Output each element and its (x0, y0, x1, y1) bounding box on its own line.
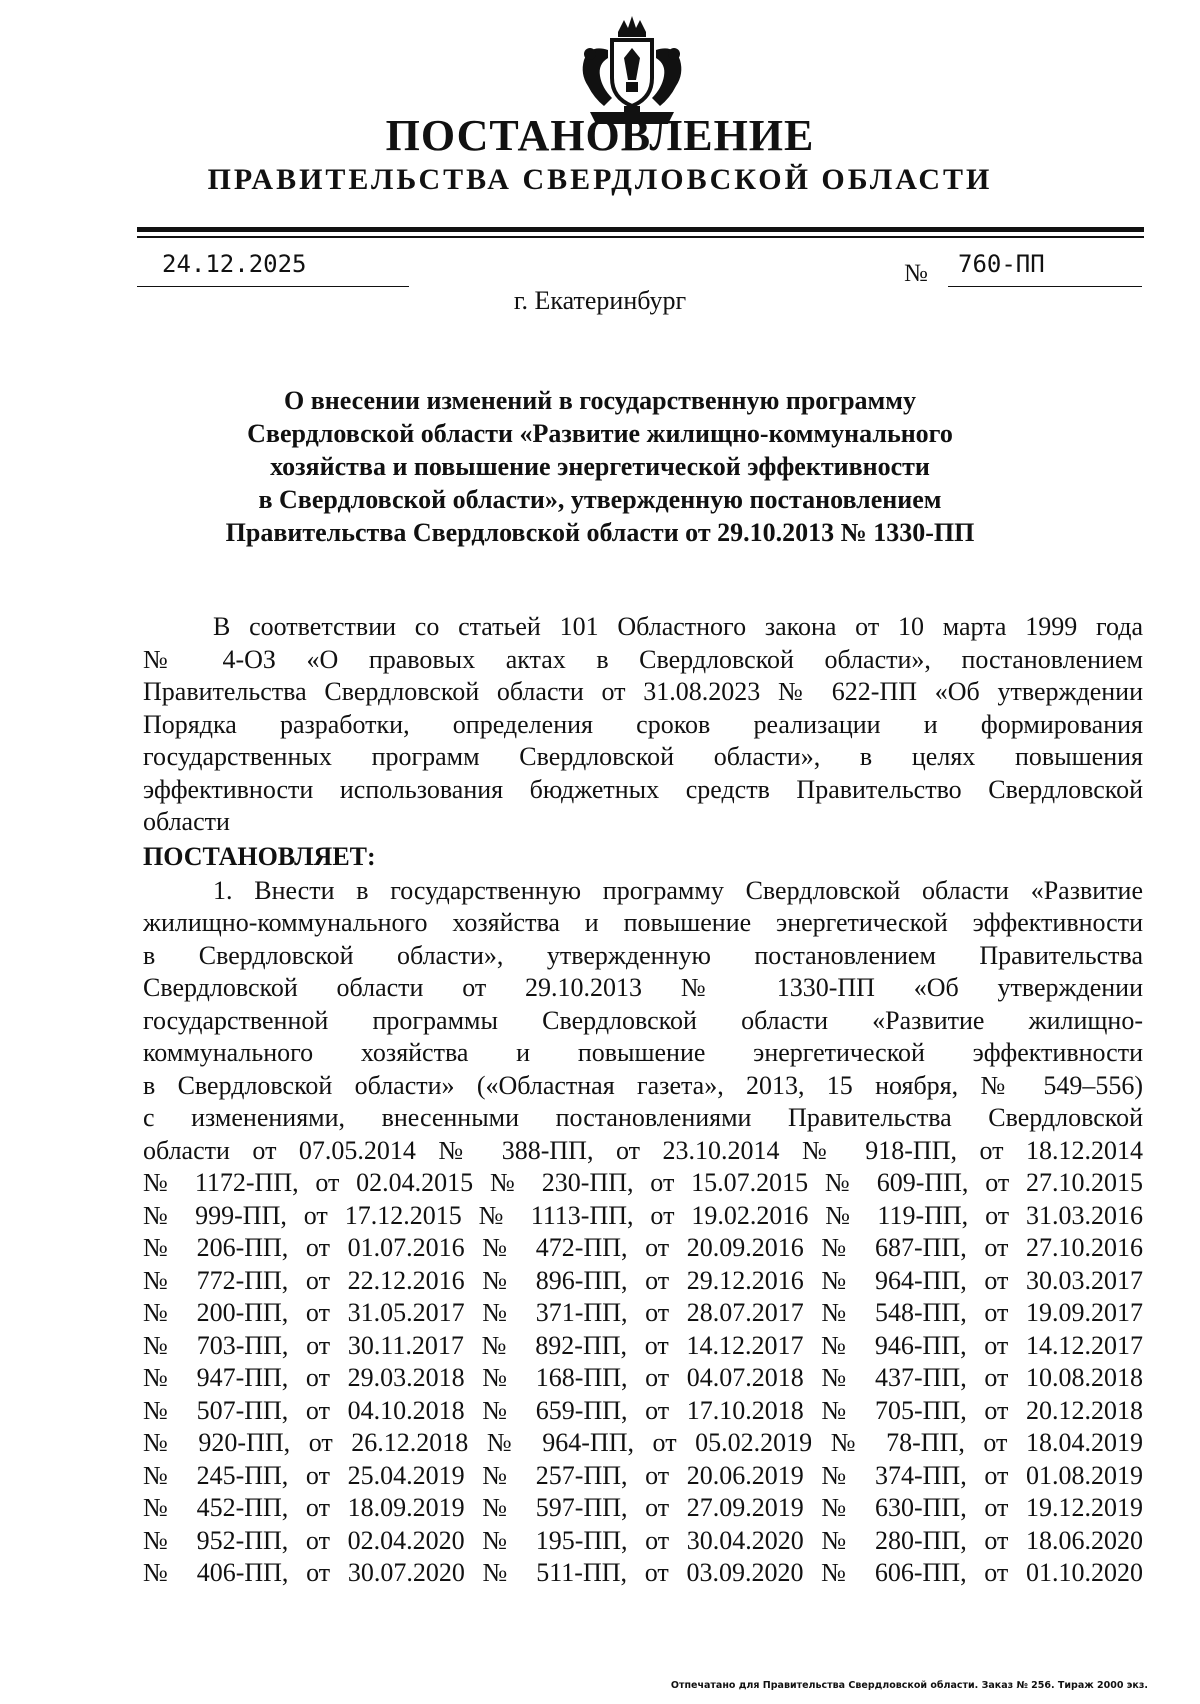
item-line: коммунального хозяйства и повышение энергетической эффективности (143, 1038, 1143, 1067)
item-line: № 206-ПП, от 01.07.2016 № 472-ПП, от 20.09.2016 № 687-ПП, от 27.10.2016 (143, 1233, 1143, 1262)
preamble-line: В соответствии со статьей 101 Областного закона от 10 марта 1999 года (213, 612, 1143, 641)
item-line: жилищно-коммунального хозяйства и повышение энергетической эффективности (143, 908, 1143, 937)
subject-line: в Свердловской области», утвержденную постановлением (258, 485, 942, 514)
preamble-line: эффективности использования бюджетных средств Правительство Свердловской (143, 774, 1143, 804)
item-line: № 507-ПП, от 04.10.2018 № 659-ПП, от 17.10.2018 № 705-ПП, от 20.12.2018 (143, 1395, 1143, 1425)
issuer-title: ПРАВИТЕЛЬСТВА СВЕРДЛОВСКОЙ ОБЛАСТИ (207, 163, 993, 196)
item-line: № 406-ПП, от 30.07.2020 № 511-ПП, от 03.09.2020 № 606-ПП, от 01.10.2020 (143, 1558, 1143, 1587)
item-line: Свердловской области от 29.10.2013 № 1330-ПП «Об утверждении (143, 973, 1143, 1002)
city: г. Екатеринбург (513, 286, 687, 315)
header-rule-thin (137, 236, 1144, 238)
item-1 (143, 875, 1143, 1590)
item-line: в Свердловской области» («Областная газета», 2013, 15 ноября, № 549–556) (143, 1070, 1143, 1100)
date-field (137, 250, 409, 287)
item-line: № 200-ПП, от 31.05.2017 № 371-ПП, от 28.07.2017 № 548-ПП, от 19.09.2017 (143, 1298, 1143, 1327)
subject-line: Правительства Свердловской области от 29.10.2013 № 1330-ПП (225, 518, 975, 547)
header-rule-thick (137, 227, 1144, 232)
preamble-line: Правительства Свердловской области от 31.08.2023 № 622-ПП «Об утверждении (143, 677, 1143, 706)
subject-line: О внесении изменений в государственную программу (284, 386, 916, 415)
document-date: 24.12.2025 (162, 250, 307, 278)
subject-line: хозяйства и повышение энергетической эффективности (270, 452, 930, 481)
item-line: № 772-ПП, от 22.12.2016 № 896-ПП, от 29.12.2016 № 964-ПП, от 30.03.2017 (143, 1265, 1143, 1295)
item-line: № 1172-ПП, от 02.04.2015 № 230-ПП, от 15.07.2015 № 609-ПП, от 27.10.2015 (143, 1168, 1143, 1197)
item-line: государственной программы Свердловской области «Развитие жилищно- (143, 1005, 1143, 1035)
document-number: 760-ПП (958, 250, 1045, 278)
item-line: № 245-ПП, от 25.04.2019 № 257-ПП, от 20.06.2019 № 374-ПП, от 01.08.2019 (143, 1460, 1143, 1490)
preamble (143, 611, 1143, 839)
number-field (948, 250, 1142, 287)
item-line: № 920-ПП, от 26.12.2018 № 964-ПП, от 05.02.2019 № 78-ПП, от 18.04.2019 (143, 1428, 1143, 1457)
item-line: № 452-ПП, от 18.09.2019 № 597-ПП, от 27.09.2019 № 630-ПП, от 19.12.2019 (143, 1493, 1143, 1522)
document-body (143, 611, 1143, 1590)
preamble-line: области (143, 807, 230, 836)
item-line: с изменениями, внесенными постановлениями Правительства Свердловской (143, 1103, 1143, 1132)
item-line: № 952-ПП, от 02.04.2020 № 195-ПП, от 30.04.2020 № 280-ПП, от 18.06.2020 (143, 1525, 1143, 1555)
number-sign: № (904, 260, 928, 287)
preamble-line: Порядка разработки, определения сроков реализации и формирования (143, 709, 1143, 739)
resolves-heading: ПОСТАНОВЛЯЕТ: (143, 841, 376, 871)
document-type-title: ПОСТАНОВЛЕНИЕ (385, 111, 815, 160)
item-line: области от 07.05.2014 № 388-ПП, от 23.10.2014 № 918-ПП, от 18.12.2014 (143, 1135, 1143, 1165)
print-footer: Отпечатано для Правительства Свердловской области. Заказ № 256. Тираж 2000 экз. (670, 1680, 1148, 1691)
subject-line: Свердловской области «Развитие жилищно-коммунального (247, 419, 953, 448)
item-line: № 703-ПП, от 30.11.2017 № 892-ПП, от 14.12.2017 № 946-ПП, от 14.12.2017 (143, 1330, 1143, 1360)
item-line: № 947-ПП, от 29.03.2018 № 168-ПП, от 04.07.2018 № 437-ПП, от 10.08.2018 (143, 1363, 1143, 1392)
item-line: № 999-ПП, от 17.12.2015 № 1113-ПП, от 19.02.2016 № 119-ПП, от 31.03.2016 (143, 1200, 1143, 1230)
item-line: 1. Внести в государственную программу Свердловской области «Развитие (213, 875, 1143, 905)
preamble-line: государственных программ Свердловской области», в целях повышения (143, 742, 1143, 771)
preamble-line: № 4-ОЗ «О правовых актах в Свердловской области», постановлением (143, 644, 1143, 674)
document-subject (200, 384, 1000, 549)
item-line: в Свердловской области», утвержденную постановлением Правительства (143, 940, 1143, 970)
